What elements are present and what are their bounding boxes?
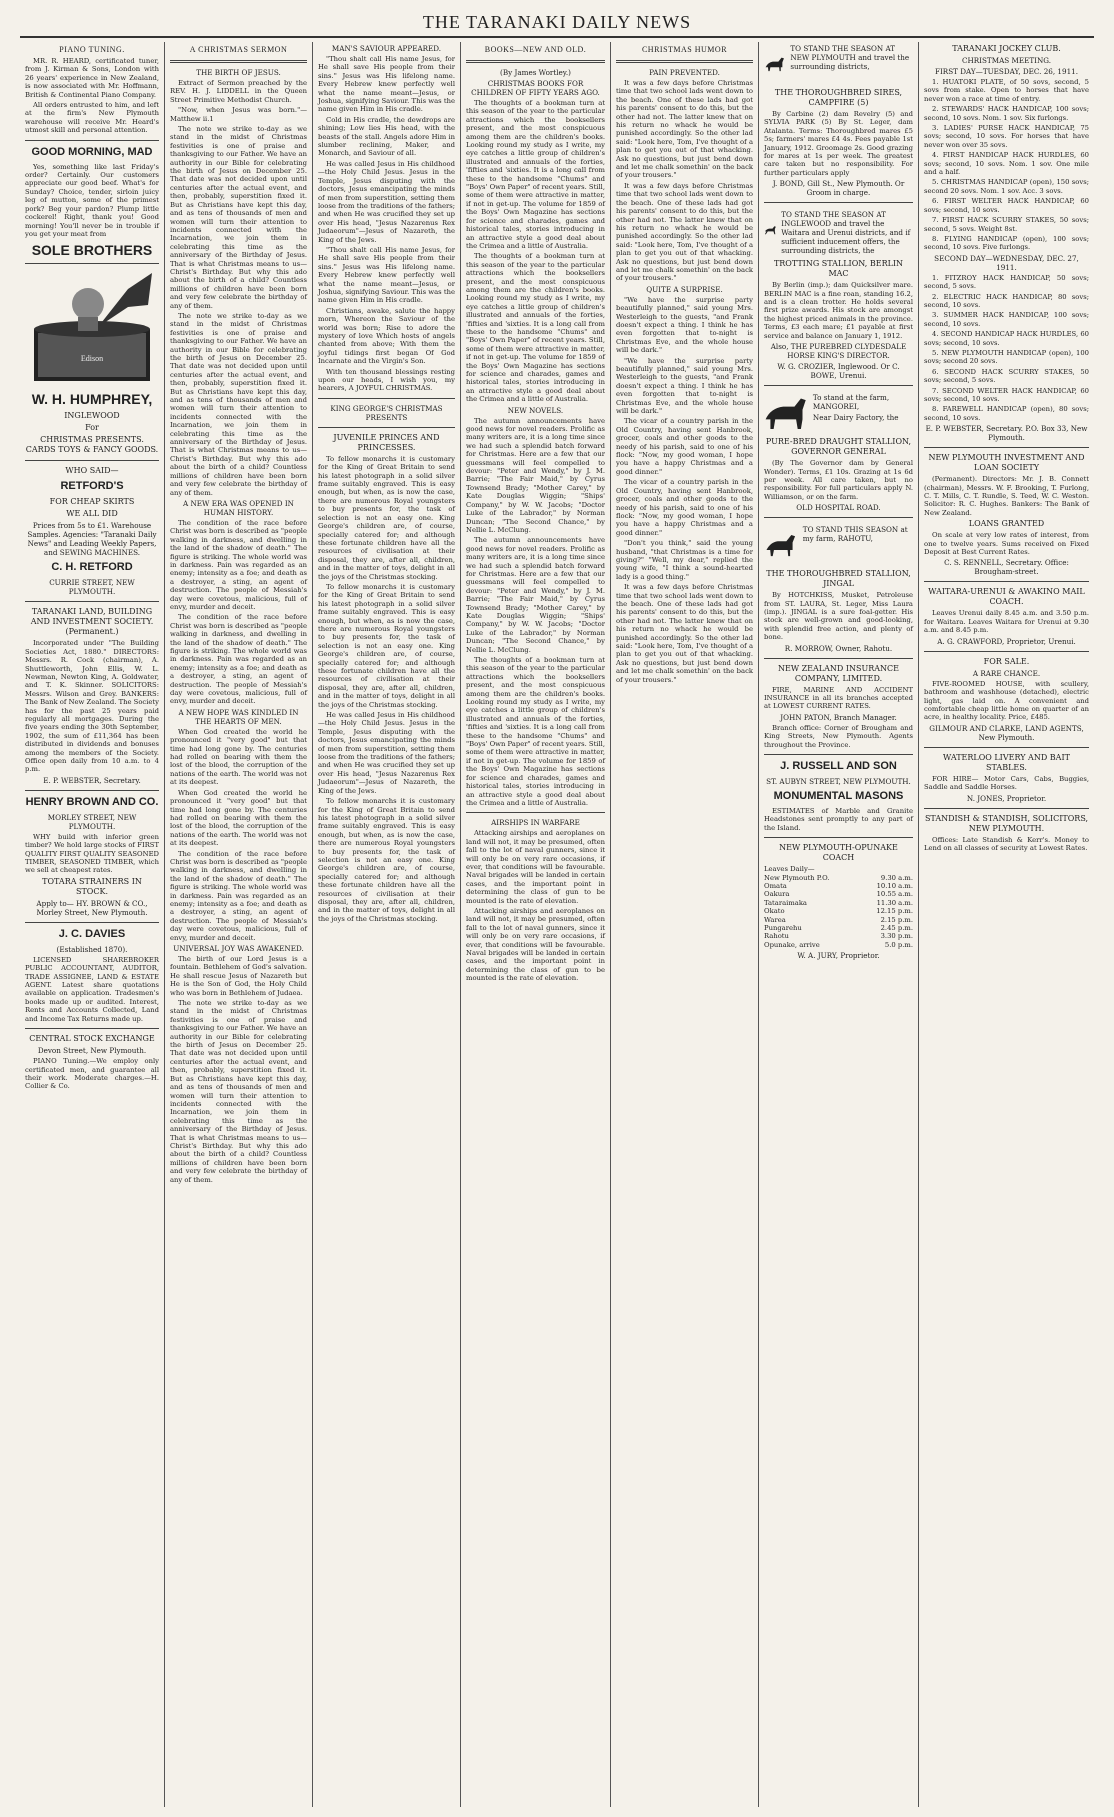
ad1-text: By Carbine (2) dam Revelry (5) and SYLVIA PARK (5) By St. Leger, dam Atalanta. Terms: Thoroughbred mares £5 5s; farmers' mares £4 4s. Fees payable 1st January, 1912. Groomage 2s. Good grazing for mares at 1s per week. The greatest care taken but no responsibility. For further particulars apply [764, 110, 913, 177]
day1-race: 3. LADIES' PURSE HACK HANDICAP, 75 sovs; second, 10 sovs. For horses that have never won over 35 sovs. [924, 124, 1089, 149]
saviour-heading: MAN'S SAVIOUR APPEARED. [331, 44, 442, 53]
coach-row: Oakura 10.55 a.m. [764, 890, 913, 899]
loans-text: On scale at very low rates of interest, from one to twelve years. Sums received on Fixed Deposit at Best Current Rates. [924, 531, 1089, 557]
pain-heading: PAIN PREVENTED. [649, 68, 720, 77]
investment-text: (Permanent). Directors: Mr. J. B. Connett (chairman), Messrs. W. F. Brooking, T. Furlong, C. T. Mills, C. T. Rundle, S. Teed, W. C. Weston. Solicitor: R. C. Hughes. Bankers: The Bank of New Zealand. [924, 475, 1089, 517]
new-era-body-repeat: The condition of the race before Christ was born is described as "people walking in darkness, and dwelling in the land of the shadow of death." The figure is striking. The whole world was in darkness. Pain was regarded as an enemy; intensity as a foe; and death as a destroyer, a sting, an agent of destruction. The people of Messiah's day were covetous, malicious, full of envy, murder and deceit. [170, 613, 307, 706]
day1-race: 7. FIRST HACK SCURRY STAKES, 50 sovs; second, 5 sovs. Weight 8st. [924, 216, 1089, 233]
saviour-body-3: "Thou shalt call His name Jesus, for He shall save His people from their sins." Jesus was His lifelong name. Every Hebrew knew perfectly well what the name meant—Jesus, or Joshua, signifying Saviour. This was the name given Him in His cradle. [318, 245, 455, 305]
sermon-heading: A CHRISTMAS SERMON [189, 45, 288, 54]
russell-heading: MONUMENTAL MASONS [773, 790, 904, 802]
day2-race: 5. NEW PLYMOUTH HANDICAP (open), 100 sovs; second 20 sovs. [924, 348, 1089, 366]
saviour-close: With ten thousand blessings resting upon our heads, I wish you, my hearers, A JOYFUL CHRISTMAS. [318, 367, 455, 393]
new-hope-body: When God created the world he pronounced it "very good" but that time had long gone by. The centuries had rolled on bearing with them the lost of the blood, the corruption of the nations of the earth. The world was not at its deepest. [170, 727, 307, 787]
sale-sign: GILMOUR AND CLARKE, LAND AGENTS, New Plymouth. [929, 723, 1084, 742]
insurance-office: Branch office: Corner of Brougham and King Streets, New Plymouth. Agents throughout the Province. [764, 723, 913, 749]
masthead-title: THE TARANAKI DAILY NEWS [422, 11, 692, 32]
russell-address: ST. AUBYN STREET, NEW PLYMOUTH. [766, 777, 911, 786]
juvenile-body-3: He was called Jesus in His childhood—the Holy Child Jesus. Jesus in the Temple, Jesus disputing with the doctors, Jesus emancipating the minds of men from superstition, setting them loose from the traditions of the fathers; and when He was crucified they set up over His head, "Jesus Nazarenus Rex Judaeorum"—Jesus of Nazareth, the King of the Jews. [318, 711, 455, 795]
davies-established: (Established 1870). [56, 944, 128, 954]
novels-body-3: The thoughts of a bookman turn at this season of the year to the particular attractions which the booksellers present, and the most conspicuous among them are the children's books. Looking round my study as I write, my eye catches a little group of children's illustrated and annuals of the forties, 'fifties and 'sixties. It is a long call from these to the handsome "Chums" and "Boys' Own Paper" of recent years. Still, some of them were attractive in matter, if not in get-up. The volume for 1859 of the Boys' Own Magazine has sections for science and charades, games and historical tales, stories introducing in an attractive style a good deal about the Crimea and a little of Australia. [466, 656, 605, 807]
airships-body: Attacking airships and aeroplanes on land will not, it may be presumed, often fall to the lot of naval gunners, since it will only be on very rare occasions, if ever, that conditions will be favourable. Naval brigades will be landed in certain cases, and the important point in determining the class of gun to be mounted is the rate of elevation. [466, 829, 605, 905]
livery-text: FOR HIRE— Motor Cars, Cabs, Buggies, Saddle and Saddle Horses. [924, 774, 1089, 792]
piano-heading: PIANO TUNING. [59, 45, 125, 54]
club-sign: E. P. WEBSTER, Secretary. P.O. Box 33, New Plymouth. [925, 424, 1088, 443]
ad2-heading: TO STAND THE SEASON AT INGLEWOOD and travel the Waitara and Urenui districts, and if sufficient inducement offers, the surrounding districts, the [781, 210, 911, 256]
russell-text: ESTIMATES of Marble and Granite Headstones sent promptly to any part of the Island. [764, 807, 913, 832]
column-4 [461, 42, 611, 1807]
ad1-name: THE THOROUGHBRED SIRES, CAMPFIRE (5) [774, 88, 903, 107]
central-address: Devon Street, New Plymouth. [37, 1046, 147, 1056]
day2-race: 4. SECOND HANDICAP HACK HURDLES, 60 sovs; second, 10 sovs. [924, 330, 1089, 347]
draught-horse-icon [764, 391, 809, 435]
thoroughbred-icon [764, 523, 799, 567]
insurance-text: FIRE, MARINE AND ACCIDENT INSURANCE in all its branches accepted at LOWEST CURRENT RATES. [764, 685, 913, 711]
brown-address: MORLEY STREET, NEW PLYMOUTH. [47, 812, 137, 831]
day2-heading: SECOND DAY—WEDNESDAY, DEC. 27, 1911. [934, 253, 1079, 272]
ad3-heading: To stand at the farm, MANGOREI, [812, 393, 890, 412]
trotter-icon [764, 208, 777, 252]
novels-body-2: The autumn announcements have good news for novel readers. Prolific as many writers are, it is a long time since we had such a splendid batch forward for Christmas. Here are a few that our guessmans will feel compelled to devour: "Peter and Wendy," by J. M. Barrie; "The Fair Maid," by Cyrus Townsend Brady; "Mother Carey," by Kate Douglas Wiggin; "Ships' Company," by W. W. Jacobs; "Doctor Luke of the Labrador," by Norman Duncan; "The Second Chance," by Nellie L. McClung. [466, 536, 605, 654]
final-body-2: It was a few days before Christmas time that two school lads went down to the beach. One of these lads had got his parents' consent to do this, but the other had not. The latter knew that on his return no whack he would be punished accordingly. So the other lad said: "Look here, Tom, I've thought of a plan to get you out of that whacking. Ask no questions, but just bend down and let me chalk somethin' on the back of your trousers." [616, 583, 753, 684]
gramophone-illustration [28, 269, 156, 387]
juvenile-body-4: To fellow monarchs it is customary for the King of Great Britain to send his latest photograph in a solid silver frame suitably engraved. This is easy enough, but when, as is now the case, there are numerous Royal youngsters to buy presents for, the task of selection is not an easy one. King George's children are, of course, specially catered for; and although these fortunate children have all the resources of civilisation at their disposal, they are, after all, children, and in the matter of toys, delight in all the joys of the Christmas stocking. [318, 797, 455, 923]
pain-body-2: It was a few days before Christmas time that two school lads went down to the beach. One of these lads had got his parents' consent to do this, but the other had not. The latter knew that on his return no whack he would be punished accordingly. So the other lad said: "Look here, Tom, I've thought of a plan to get you out of that whacking. Ask no questions, but just bend down and let me chalk somethin' on the back of your trousers." [616, 181, 753, 283]
sermon-quote: "Now, when Jesus was born."—Matthew ii.1 [170, 106, 307, 123]
insurance-heading: NEW ZEALAND INSURANCE COMPANY, LIMITED. [778, 663, 899, 683]
airships-body-2: Attacking airships and aeroplanes on land will not, it may be presumed, often fall to the lot of naval gunners, since it will only be on very rare occasions, if ever, that conditions will be favourable. Naval brigades will be landed in certain cases, and the important point in determining the class of gun to be mounted is the rate of elevation. [466, 906, 605, 983]
retford-question: WHO SAID— [65, 466, 119, 476]
coach-row: New Plymouth P.O. 9.30 a.m. [764, 873, 913, 882]
ad3-old-road: OLD HOSPITAL ROAD. [796, 503, 881, 513]
vicar-body: The vicar of a country parish in the Old Country, having sent Hanbrook, grocer, coals and other goods to the needy of his parish, said to one of his flock: "Now, my good woman, I hope you have a happy Christmas and a good dinner." [616, 417, 753, 476]
ad2-sign: W. G. CROZIER, Inglewood. Or C. BOWE, Urenui. [777, 362, 900, 381]
coach-timetable [764, 865, 913, 949]
ad2-purebred: Also, THE PUREBRED CLYDESDALE HORSE KING'S DIRECTOR. [770, 342, 907, 361]
day2-race: 3. SUMMER HACK HANDICAP, 100 sovs; second, 10 sovs. [924, 311, 1089, 328]
ad3-name: PURE-BRED DRAUGHT STALLION, GOVERNOR GENERAL [765, 437, 912, 457]
coach-row: Pungarehu 2.45 p.m. [764, 924, 913, 933]
new-era-heading: A NEW ERA WAS OPENED IN HUMAN HISTORY. [183, 498, 294, 517]
coach-row: Omata 10.10 a.m. [764, 882, 913, 891]
saviour-poem: Cold in His cradle, the dewdrops are shining; Low lies His head, with the beasts of the stall. Angels adore Him in slumber reclining, Maker, and Monarch, and Saviour of all. [318, 115, 455, 158]
coach-row: Opunake, arrive 5.0 p.m. [764, 940, 913, 949]
central-heading: CENTRAL STOCK EXCHANGE [29, 1034, 155, 1044]
central-piano: PIANO Tuning.—We employ only certificated men, and guarantee all their work. Moderate charges.—H. Collier & Co. [25, 1057, 159, 1091]
new-era-body: The condition of the race before Christ was born is described as "people walking in darkness, and dwelling in the land of the shadow of death." The figure is striking. The whole world was in darkness. Pain was regarded as an enemy; intensity as a foe; and death as a destroyer, a sting, an agent of destruction. The people of Messiah's day were covetous, malicious, full of envy, murder and deceit. [170, 518, 307, 611]
standish-text: Offices: Late Standish & Kerr's. Money to Lend on all classes of security at Lowest Rates. [924, 835, 1089, 852]
final-body: "Don't you think," said the young husband, "that Christmas is a time for giving?" "Well, my dear," replied the young wife, "I think a sound-hearted lady is a good thing." [616, 539, 753, 581]
king-heading: KING GEORGE'S CHRISTMAS PRESENTS [330, 403, 443, 422]
retford-address: CURRIE STREET, NEW PLYMOUTH. [49, 578, 135, 597]
brown-totara: TOTARA STRAINERS IN STOCK. [42, 876, 142, 896]
day2-race: 6. SECOND HACK SCURRY STAKES, 50 sovs; second, 5 sovs. [924, 367, 1089, 385]
humphrey-name: W. H. HUMPHREY, [31, 391, 153, 408]
investment-sign: C. S. RENNELL, Secretary. Office: Brougham-street. [944, 558, 1069, 577]
stallion-ad-1 [764, 42, 913, 86]
column-5 [611, 42, 759, 1807]
stallion-ad-3 [764, 391, 913, 435]
airships-heading: AIRSHIPS IN WARFARE [491, 818, 580, 828]
mail-sign: A. G. CRAWFORD, Proprietor, Urenui. [937, 636, 1076, 646]
davies-text: LICENSED SHAREBROKER PUBLIC ACCOUNTANT, AUDITOR, TRADE ASSIGNEE, LAND & ESTATE AGENT. Latest share quotations available on application. Tradesmen's books made up or audited. Interest, Rents and Accounts Collected, Land and Income Tax Returns made up. [25, 955, 159, 1023]
pain-body: It was a few days before Christmas time that two school lads went down to the beach. One of these lads had got his parents' consent to do this, but the other had not. The latter knew that on his return no whack he would be punished accordingly. So the other lad said: "Look here, Tom, I've thought of a plan to get you out of that whacking. Ask no questions, but just bend down and let me chalk somethin' on the back of your trousers." [616, 79, 753, 180]
mail-heading: WAITARA-URENUI & AWAKINO MAIL COACH. [928, 587, 1085, 607]
humphrey-place: INGLEWOOD [64, 411, 120, 421]
day1-race: 1. HUATOKI PLATE, of 50 sovs, second, 5 sovs from stake. Open to horses that have never won a race at time of entry. [924, 78, 1089, 103]
humphrey-for: For [85, 423, 99, 433]
piano-text-2: All orders entrusted to him, and left at the firm's New Plymouth warehouse will receive Mr. Heard's utmost skill and personal attention. [25, 101, 159, 135]
retford-text: Prices from 5s to £1. Warehouse Samples. Agencies: "Taranaki Daily News" and Leading Weekly Papers, and SEWING MACHINES. [27, 521, 157, 558]
loans-heading: LOANS GRANTED [968, 519, 1045, 529]
investment-heading: NEW PLYMOUTH INVESTMENT AND LOAN SOCIETY [928, 453, 1085, 473]
saviour-body-2: He was called Jesus in His childhood—the Holy Child Jesus. Jesus in the Temple, Jesus disputing with the doctors, Jesus emancipating the minds of men from superstition, setting them loose from the traditions of the fathers; and when He was crucified they set up over His head, "Jesus Nazarenus Rex Judaeorum"—Jesus of Nazareth, the King of the Jews. [318, 159, 455, 244]
new-hope-heading: A NEW HOPE WAS KINDLED IN THE HEARTS OF MEN. [178, 707, 299, 726]
coach-row: Warea 2.15 p.m. [764, 915, 913, 924]
retford-name: RETFORD'S [60, 480, 124, 493]
new-hope-body-repeat: When God created the world he pronounced it "very good" but that time had long gone by. The centuries had rolled on bearing with them the lost of the blood, the corruption of the nations of the earth. The world was not at its deepest. [170, 788, 307, 848]
column-7 [919, 42, 1094, 1807]
livery-sign: N. JONES, Proprietor. [966, 793, 1047, 803]
juvenile-heading: JUVENILE PRINCES AND PRINCESSES. [333, 432, 440, 452]
day1-race: 6. FIRST WELTER HACK HANDICAP, 60 sovs; second, 10 sovs. [924, 197, 1089, 214]
club-heading: TARANAKI JOCKEY CLUB. [952, 44, 1061, 53]
sale-text: FIVE-ROOMED HOUSE, with scullery, bathroom and washhouse (detached), electric light, gas laid on. A convenient and comfortable cheap little home on quarter of an acre, in healthy locality. Price, £485. [924, 679, 1089, 722]
brown-apply: Apply to— HY. BROWN & CO., Morley Street, New Plymouth. [36, 898, 148, 917]
juvenile-body-2: To fellow monarchs it is customary for the King of Great Britain to send his latest photograph in a solid silver frame suitably engraved. This is easy enough, but when, as is now the case, there are numerous Royal youngsters to buy presents for, the task of selection is not an easy one. King George's children are, of course, specially catered for; and although these fortunate children have all the resources of civilisation at their disposal, they are, after all, children, and in the matter of toys, delight in all the joys of the Christmas stocking. [318, 582, 455, 709]
insurance-sign: JOHN PATON, Branch Manager. [780, 712, 897, 722]
coach-row: Okato 12.15 p.m. [764, 907, 913, 916]
svg-text:Edison: Edison [80, 354, 104, 364]
joy-body: The birth of our Lord Jesus is a fountain. Bethlehem of God's salvation. He shall rescue Jesus of Nazareth but He is the Son of God, the Holy Child who was born in Bethlehem of Judaea. [170, 955, 307, 997]
brown-text: WHY build with inferior green timber? We hold large stocks of FIRST QUALITY FIRST QUALITY SEASONED TIMBER, SEASONED TIMBER, which we sell at cheapest rates. [25, 832, 159, 875]
sole-heading: GOOD MORNING, MAD [31, 145, 153, 158]
novels-heading: NEW NOVELS. [507, 405, 564, 415]
coach-row: Leaves Daily— [764, 865, 815, 874]
ad2-text: By Berlin (imp.); dam Quicksilver mare. BERLIN MAC is a fine roan, standing 16.2, and is a clean trotter. He holds several first prize awards. His stock are amongst the highest priced animals in the province. Terms, £3 each mare; £1 payable at first service and balance on January 1, 1912. [764, 281, 913, 340]
humor-heading: CHRISTMAS HUMOR [641, 45, 728, 54]
brown-name: HENRY BROWN AND CO. [25, 795, 159, 808]
sale-subheading: A RARE CHANCE. [972, 668, 1041, 678]
ad1-sign: J. BOND, Gill St., New Plymouth. Or Groom in charge. [772, 179, 905, 198]
sermon-intro: Extract of Sermon preached by the REV. H. J. LIDDELL in the Queen Street Primitive Methodist Church. [170, 79, 307, 104]
saviour-body: "Thou shalt call His name Jesus, for He shall save His people from their sins." Jesus was His lifelong name. Every Hebrew knew perfectly well what the name meant—Jesus, or Joshua, signifying Saviour. This was the name given Him in His cradle. [318, 55, 455, 114]
ad1-heading: TO STAND THE SEASON AT NEW PLYMOUTH and travel the surrounding districts, [790, 44, 910, 71]
day2-race: 7. SECOND WELTER HACK HANDICAP, 60 sovs; second, 10 sovs. [924, 386, 1089, 403]
sale-heading: FOR SALE. [983, 656, 1030, 666]
masthead [20, 8, 1094, 38]
day1-heading: FIRST DAY—TUESDAY, DEC. 26, 1911. [934, 67, 1079, 76]
ad2-name: TROTTING STALLION, BERLIN MAC [773, 259, 904, 279]
saviour-poem-2: Christians, awake, salute the happy morn, Whereon the Saviour of the world was born; Rise to adore the mystery of love Which hosts of angels chanted from above; With them the joyful tidings first began Of God Incarnate and the Virgin's Son. [318, 306, 455, 366]
building-sign: E. P. WEBSTER, Secretary. [43, 775, 141, 785]
ad4-text: By HOTCHKISS, Musket, Petroleuse from ST. LAURA, St. Leger, Miss Laura (imp.). JINGAL is a sure foal-getter. His stock are well-grown and good-looking, with splendid free action, and plenty of bone. [764, 591, 913, 642]
ad4-name: THE THOROUGHBRED STALLION, JINGAL [766, 569, 911, 589]
day2-race: 8. FAREWELL HANDICAP (open), 80 sovs; second, 10 sovs. [924, 405, 1089, 422]
piano-text: MR. R. HEARD, certificated tuner, from J. Kirman & Sons, London with 26 years' experience in New Zealand, is now associated with Mr. Hoffmann, British & Continental Piano Company. [25, 57, 159, 99]
humphrey-items: CHRISTMAS PRESENTS. CARDS TOYS & FANCY GOODS. [25, 435, 159, 455]
surprise-body: "We have the surprise party beautifully planned," said young Mrs. Westerleigh to the guests, "and Frank doesn't expect a thing. I think he has even forgotten that to-night is Christmas Eve, and the whole house will be dark." [616, 295, 753, 355]
juvenile-body: To fellow monarchs it is customary for the King of Great Britain to send his latest photograph in a solid silver frame suitably engraved. This is easy enough, but when, as is now the case, there are numerous Royal youngsters to buy presents for, the task of selection is not an easy one. King George's children are, of course, specially catered for; and although these fortunate children have all the resources of civilisation at their disposal, they are, after all, children, and in the matter of toys, delight in all the joys of the Christmas stocking. [318, 454, 455, 581]
coach-row: Tataraimaka 11.30 a.m. [764, 898, 913, 907]
mail-text: Leaves Urenui daily 8.45 a.m. and 3.50 p.m. for Waitara. Leaves Waitara for Urenui at 9.30 a.m. and 8.45 p.m. [924, 609, 1089, 635]
horse-icon [764, 42, 786, 86]
davies-name: J. C. DAVIES [58, 927, 126, 940]
sole-text: Yes, something like last Friday's order? Certainly. Our customers appreciate our good beef. What's for Sunday? Choice, tender, sirloin juicy leg of mutton, some of the primest pork? Beg your pardon? Plump little cockerel! Right, thank you! Good morning! You'll never be in trouble if you get your meat from [25, 162, 159, 238]
books-subheading: CHRISTMAS BOOKS FOR CHILDREN OF FIFTY YEARS AGO. [471, 79, 600, 97]
books-byline: (By James Wortley.) [500, 68, 571, 77]
column-2 [165, 42, 313, 1807]
coach-sign: W. A. JURY, Proprietor. [797, 951, 880, 961]
stallion-ad-4 [764, 523, 913, 567]
columns [20, 42, 1094, 1807]
surprise-body-2: "We have the surprise party beautifully planned," said young Mrs. Westerleigh to the guests, "and Frank doesn't expect a thing. I think he has even forgotten that to-night is Christmas Eve, and the whole house will be dark." [616, 356, 753, 416]
building-heading: TARANAKI LAND, BUILDING AND INVESTMENT SOCIETY. (Permanent.) [30, 607, 154, 637]
day1-race: 8. FLYING HANDICAP (open), 100 sovs; second, 10 sovs. Five furlongs. [924, 234, 1089, 252]
livery-heading: WATERLOO LIVERY AND BAIT STABLES. [943, 752, 1070, 772]
day2-race: 1. FITZROY HACK HANDICAP, 50 sovs; second, 5 sovs. [924, 273, 1089, 291]
day2-race: 2. ELECTRIC HACK HANDICAP, 80 sovs; second, 10 sovs. [924, 292, 1089, 309]
day1-race: 5. CHRISTMAS HANDICAP (open), 150 sovs; second 20 sovs. Nom. 1 sov. Acc. 3 sovs. [924, 178, 1089, 195]
coach-heading: NEW PLYMOUTH-OPUNAKE COACH [779, 843, 898, 863]
column-3 [313, 42, 461, 1807]
sole-name: SOLE BROTHERS [31, 242, 153, 259]
coach-row: Rahotu 3.30 p.m. [764, 932, 913, 941]
new-hope-body-repeat-2: The condition of the race before Christ was born is described as "people walking in darkness, and dwelling in the land of the shadow of death." The figure is striking. The whole world was in darkness. Pain was regarded as an enemy; intensity as a foe; and death as a destroyer, a sting, an agent of destruction. The people of Messiah's day were covetous, malicious, full of envy, murder and deceit. [170, 849, 307, 942]
retford-do: WE ALL DID [66, 509, 118, 519]
stallion-ad-2 [764, 208, 913, 257]
sermon-body: The note we strike to-day as we stand in the midst of Christmas festivities is one of praise and thanksgiving to our Father. We have an authority in our Bible for celebrating the birth of Jesus on December 25. That date was not decided upon until centuries after the actual event, and then, probably, superstition fixed it. But as Christians have kept this day, and as tens of thousands of men and women will turn their attention to incidents connected with the Incarnation, we join them in celebrating this time as the anniversary of the Birthday of Jesus. That is what Christmas means to us—Christ's Birthday. But why this ado about the birth of a child? Countless millions of children have been born and very few celebrate the birthday of any of them. [170, 125, 307, 310]
standish-heading: STANDISH & STANDISH, SOLICITORS, NEW PLYMOUTH. [924, 813, 1089, 833]
ad4-heading: TO STAND THIS SEASON at my farm, RAHOTU, [802, 525, 908, 544]
ad4-sign: R. MORROW, Owner, Rahotu. [784, 643, 893, 653]
sermon-subheading: THE BIRTH OF JESUS. [196, 68, 281, 77]
day1-race: 2. STEWARDS' HACK HANDICAP, 100 sovs; second, 10 sovs. Nom. 1 sov. Six furlongs. [924, 105, 1089, 122]
ad3-sub: Near Dairy Factory, the [812, 413, 899, 423]
column-6 [759, 42, 919, 1807]
club-subheading: CHRISTMAS MEETING. [961, 56, 1052, 65]
joy-body-repeat: The note we strike to-day as we stand in the midst of Christmas festivities is one of praise and thanksgiving to our Father. We have an authority in our Bible for celebrating the birth of Jesus on December 25. That date was not decided upon until centuries after the actual event, and then, probably, superstition fixed it. But as Christians have kept this day, and as tens of thousands of men and women will turn their attention to incidents connected with the Incarnation, we join them in celebrating this time as the anniversary of the Birthday of Jesus. That is what Christmas means to us—Christ's Birthday. But why this ado about the birth of a child? Countless millions of children have been born and very few celebrate the birthday of any of them. [170, 999, 307, 1184]
sermon-body-repeat: The note we strike to-day as we stand in the midst of Christmas festivities is one of praise and thanksgiving to our Father. We have an authority in our Bible for celebrating the birth of Jesus on December 25. That date was not decided upon until centuries after the actual event, and then, probably, superstition fixed it. But as Christians have kept this day, and as tens of thousands of men and women will turn their attention to incidents connected with the Incarnation, we join them in celebrating this time as the anniversary of the Birthday of Jesus. That is what Christmas means to us—Christ's Birthday. But why this ado about the birth of a child? Countless millions of children have been born and very few celebrate the birthday of any of them. [170, 311, 307, 497]
ad3-text: (By The Governor dam by General Wonder). Terms, £1 10s. Grazing at 1s 6d per week. All care taken, but no responsibility. For full particulars apply N. Williamson, or on the farm. [764, 459, 913, 501]
novels-body: The autumn announcements have good news for novel readers. Prolific as many writers are, it is a long time since we had such a splendid batch forward for Christmas. Here are a few that our guessmans will feel compelled to devour: "Peter and Wendy," by J. M. Barrie; "The Fair Maid," by Cyrus Townsend Brady; "Mother Carey," by Kate Douglas Wiggin; "Ships' Company," by W. W. Jacobs; "Doctor Luke of the Labrador," by Norman Duncan; "The Second Chance," by Nellie L. McClung. [466, 416, 605, 534]
vicar-body-2: The vicar of a country parish in the Old Country, having sent Hanbrook, grocer, coals and other goods to the needy of his parish, said to one of his flock: "Now, my good woman, I hope you have a happy Christmas and a good dinner." [616, 478, 753, 537]
column-1 [20, 42, 165, 1807]
joy-heading: UNIVERSAL JOY WAS AWAKENED. [173, 944, 304, 953]
building-text: Incorporated under "The Building Societies Act, 1880." DIRECTORS: Messrs. R. Cock (chairman), A. Shuttleworth, John Ellis, W. L. Newman, Newton King, A. Goldwater, and T. K. Skinner. SOLICITORS: Messrs. Wilson and Grey. BANKERS: The Bank of New Zealand. The Society has for the past 25 years paid regularly all mortgages. During the five years ending the 30th September, 1902, the sum of £11,364 has been distributed in dividends and bonuses among the members of the Society. Office open daily from 10 a.m. to 4 p.m. [25, 639, 160, 774]
russell-name: J. RUSSELL AND SON [780, 760, 897, 772]
surprise-heading: QUITE A SURPRISE. [646, 284, 723, 294]
books-body-2: The thoughts of a bookman turn at this season of the year to the particular attractions which the booksellers present, and the most conspicuous among them are the children's books. Looking round my study as I write, my eye catches a little group of children's illustrated and annuals of the forties, 'fifties and 'sixties. It is a long call from these to the handsome "Chums" and "Boys' Own Paper" of recent years. Still, some of them were attractive in matter, if not in get-up. The volume for 1859 of the Boys' Own Magazine has sections for science and charades, games and historical tales, stories introducing in an attractive style a good deal about the Crimea and a little of Australia. [466, 252, 605, 404]
retford-company: C. H. RETFORD [51, 561, 133, 574]
retford-sub: FOR CHEAP SKIRTS [49, 497, 135, 507]
books-heading: BOOKS—NEW AND OLD. [484, 45, 587, 54]
day1-race: 4. FIRST HANDICAP HACK HURDLES, 60 sovs; second, 10 sovs. Nom. 1 sov. One mile and a half. [924, 151, 1089, 177]
books-body: The thoughts of a bookman turn at this season of the year to the particular attractions which the booksellers present, and the most conspicuous among them are the children's books. Looking round my study as I write, my eye catches a little group of children's illustrated and annuals of the forties, 'fifties and 'sixties. It is a long call from these to the handsome "Chums" and "Boys' Own Paper" of recent years. Still, some of them were attractive in matter, if not in get-up. The volume for 1859 of the Boys' Own Magazine has sections for science and charades, games and historical tales, stories introducing in an attractive style a good deal about the Crimea and a little of Australia. [466, 99, 605, 250]
